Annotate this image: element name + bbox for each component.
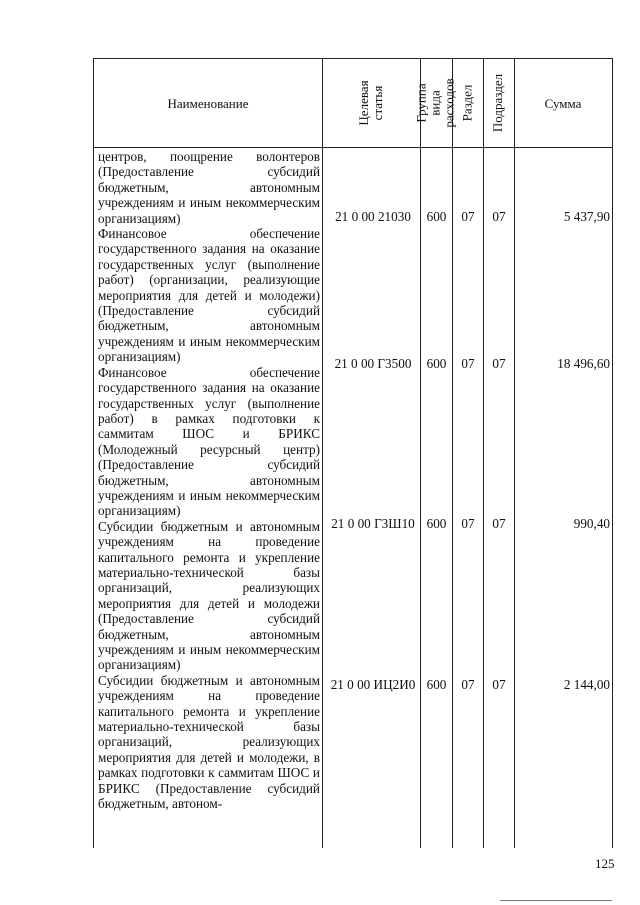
row-section: 07 [461, 516, 475, 531]
header-subsection-cell [483, 59, 514, 147]
row-expense-group: 600 [426, 677, 447, 692]
column-divider [483, 59, 484, 848]
header-target-article-cell [322, 59, 420, 147]
row-section: 07 [461, 677, 475, 692]
header-expense-group: Группа вида расходов [414, 78, 457, 128]
row-target-article: 21 0 00 ИЦ2И0 [330, 677, 416, 692]
row-name: центров, поощрение волонтеров (Предоставление субсидий бюджетным, автономным учреждениям и иным некоммерческим организациям) [98, 149, 320, 226]
row-name: Финансовое обеспечение государственного задания на оказание государственных услуг (выполнение работ) (организации, реализующие мероприятия для детей и молодежи) (Предоставление субсидий бюджетным, автономным учреждениям и иным некоммерческим организациям) [98, 226, 320, 365]
column-divider [452, 59, 453, 848]
row-expense-group: 600 [426, 356, 447, 371]
page-number: 125 [595, 856, 615, 871]
row-amount: 990,40 [573, 516, 610, 531]
row-subsection: 07 [492, 516, 506, 531]
row-name: Субсидии бюджетным и автономным учреждениям на проведение капитального ремонта и укрепление материально-технической базы организаций, реализующих мероприятия для детей и молодежи, в рамках подготовки к саммитам ШОС и БРИКС (Предоставление субсидий бюджетным, автоном- [98, 672, 320, 812]
row-amount: 2 144,00 [563, 677, 610, 692]
row-subsection: 07 [492, 677, 506, 692]
header-subsection: Подраздел [490, 73, 506, 133]
header-name: Наименование [167, 95, 249, 111]
row-amount: 18 496,60 [557, 356, 610, 371]
row-name: Субсидии бюджетным и автономным учреждениям на проведение капитального ремонта и укрепление материально-технической базы организаций, реализующих мероприятия для детей и молодежи (Предоставление субсидий бюджетным, автономным учреждениям и иным некоммерческим организациям) [98, 518, 320, 673]
row-section: 07 [461, 356, 475, 371]
header-amount: Сумма [544, 95, 582, 111]
header-target-article: Целевая статья [356, 80, 385, 126]
budget-table [93, 58, 613, 848]
row-section: 07 [461, 209, 475, 224]
name-column [98, 149, 320, 811]
row-subsection: 07 [492, 209, 506, 224]
column-divider [514, 59, 515, 848]
row-amount: 5 437,90 [563, 209, 610, 224]
row-target-article: 21 0 00 21030 [335, 209, 411, 224]
row-subsection: 07 [492, 356, 506, 371]
row-expense-group: 600 [426, 209, 447, 224]
row-expense-group: 600 [426, 516, 447, 531]
header-expense-group-cell [414, 59, 457, 147]
column-divider [420, 59, 421, 848]
header-divider [94, 147, 612, 148]
row-name: Финансовое обеспечение государственного задания на оказание государственных услуг (выполнение работ) в рамках подготовки к саммитам ШОС и БРИКС (Молодежный ресурсный центр) (Предоставление субсидий бюджетным, автономным учреждениям и иным некоммерческим организациям) [98, 364, 320, 519]
row-target-article: 21 0 00 Г3500 [334, 356, 412, 371]
header-section-cell [452, 59, 483, 147]
footer-line [500, 900, 612, 901]
row-target-article: 21 0 00 Г3Ш10 [331, 516, 415, 531]
header-section: Раздел [459, 84, 475, 122]
column-divider [322, 59, 323, 848]
